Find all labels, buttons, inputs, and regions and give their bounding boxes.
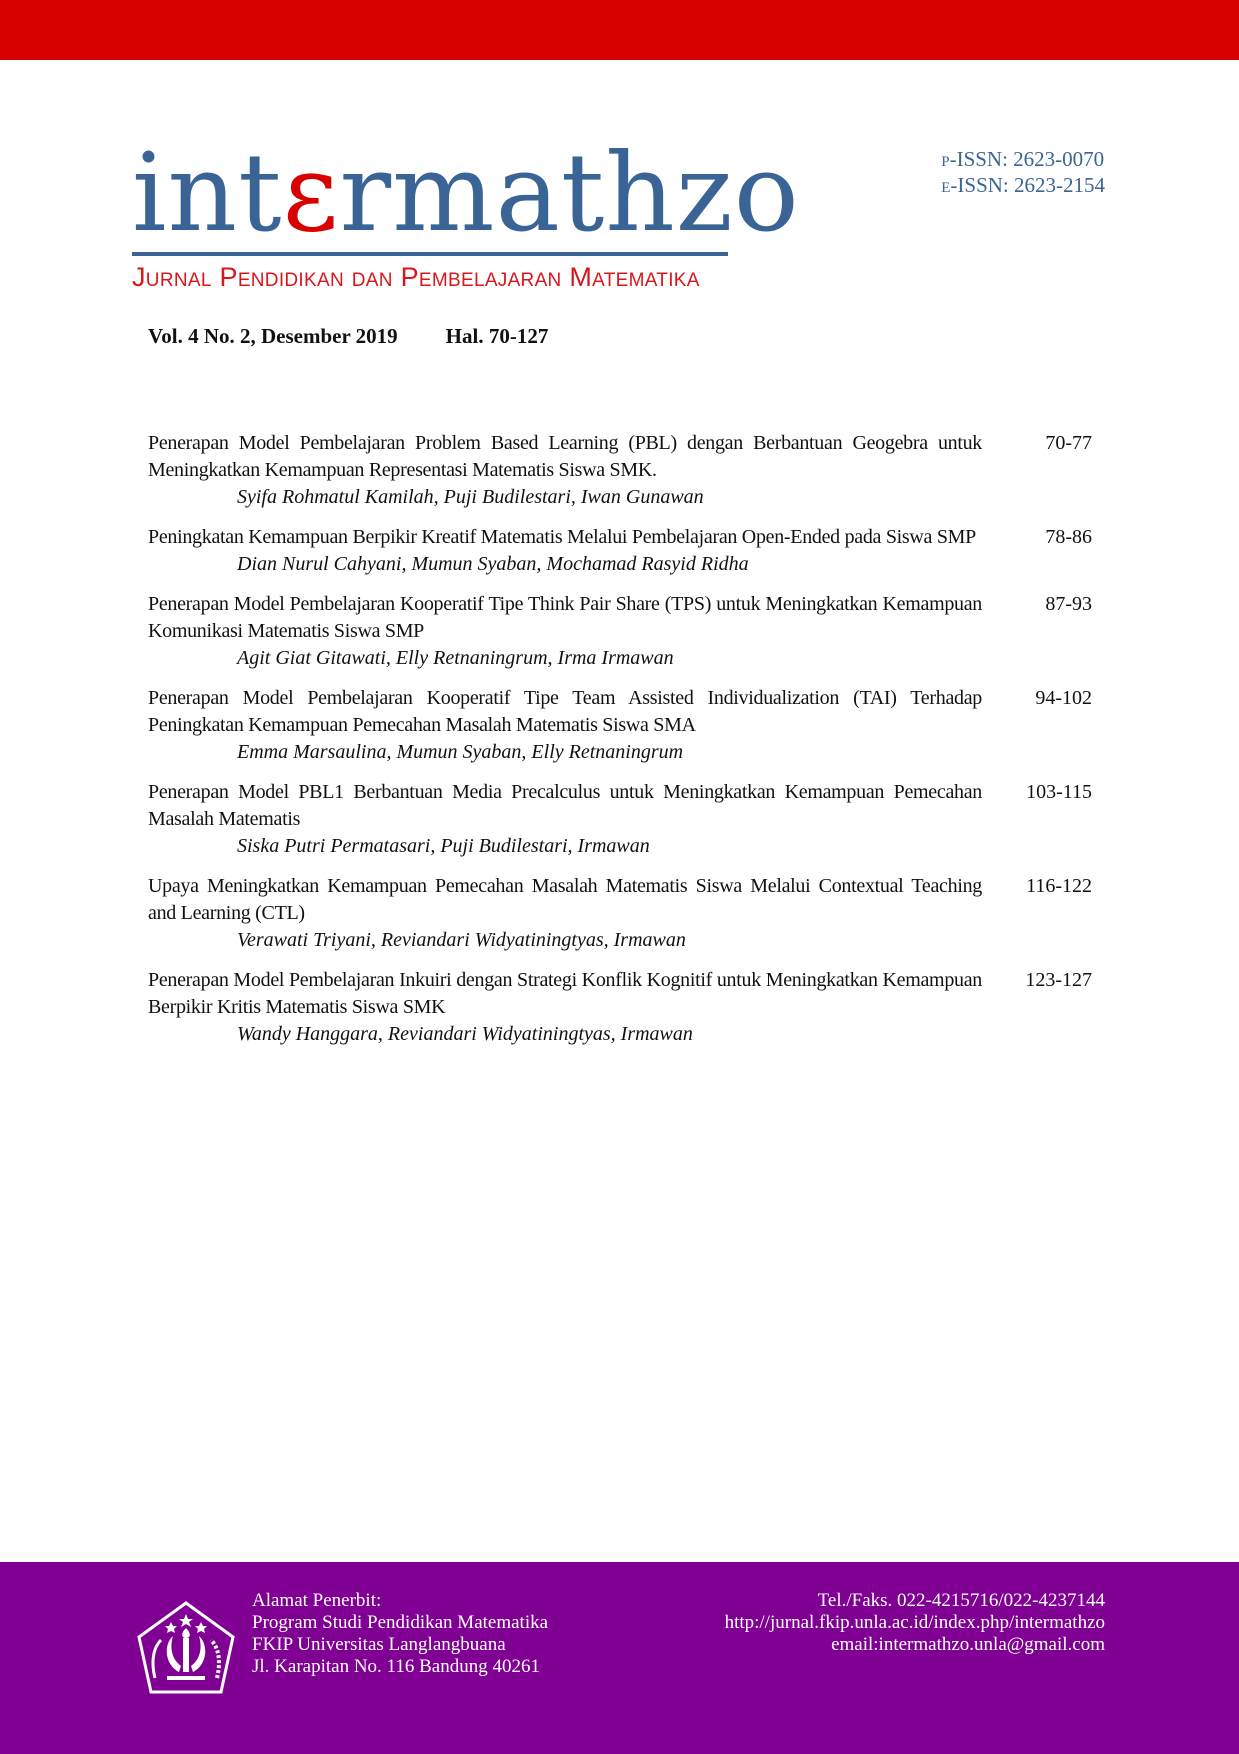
toc-item[interactable] — [148, 591, 1092, 672]
publisher-address — [252, 1590, 548, 1678]
article-title: Penerapan Model Pembelajaran Kooperatif Tipe Team Assisted Individualization (TAI) Terhadap Peningkatan Kemampuan Pemecahan Masalah Matematis Siswa SMA — [148, 687, 982, 736]
issn-block — [941, 146, 1105, 198]
e-issn-prefix: e — [941, 173, 951, 197]
article-title: Peningkatan Kemampuan Berpikir Kreatif Matematis Melalui Pembelajaran Open-Ended pada Siswa SMP — [148, 526, 976, 548]
toc-item[interactable] — [148, 524, 1092, 578]
e-issn-value: -ISSN: 2623-2154 — [950, 173, 1105, 197]
e-issn — [941, 172, 1105, 198]
article-title: Penerapan Model PBL1 Berbantuan Media Precalculus untuk Meningkatkan Kemampuan Pemecahan Masalah Matematis — [148, 781, 982, 830]
article-authors: Wandy Hanggara, Reviandari Widyatiningtyas, Irmawan — [237, 1023, 693, 1045]
contact-phone: Tel./Faks. 022-4215716/022-4237144 — [817, 1590, 1105, 1611]
university-emblem-icon — [135, 1600, 237, 1702]
article-authors: Verawati Triyani, Reviandari Widyatiningtyas, Irmawan — [237, 929, 686, 951]
article-authors: Siska Putri Permatasari, Puji Budilestari, Irmawan — [237, 835, 650, 857]
toc-item[interactable] — [148, 430, 1092, 511]
article-pages: 70-77 — [1045, 432, 1092, 454]
article-pages: 87-93 — [1045, 593, 1092, 615]
article-authors: Agit Giat Gitawati, Elly Retnaningrum, Irma Irmawan — [237, 647, 674, 669]
p-issn-value: -ISSN: 2623-0070 — [949, 147, 1105, 171]
top-red-band — [0, 0, 1239, 60]
article-authors: Emma Marsaulina, Mumun Syaban, Elly Retnaningrum — [237, 741, 684, 763]
toc-item[interactable] — [148, 779, 1092, 860]
address-label: Alamat Penerbit: — [252, 1590, 382, 1611]
article-authors: Dian Nurul Cahyani, Mumun Syaban, Mochamad Rasyid Ridha — [237, 553, 749, 575]
publisher-contact — [725, 1590, 1105, 1656]
toc-item[interactable] — [148, 685, 1092, 766]
article-authors: Syifa Rohmatul Kamilah, Puji Budilestari, Iwan Gunawan — [237, 486, 704, 508]
address-faculty: FKIP Universitas Langlangbuana — [252, 1634, 506, 1655]
article-title: Penerapan Model Pembelajaran Problem Based Learning (PBL) dengan Berbantuan Geogebra untuk Meningkatkan Kemampuan Representasi Matematis Siswa SMK. — [148, 432, 982, 481]
contact-website-link[interactable]: http://jurnal.fkip.unla.ac.id/index.php/intermathzo — [724, 1612, 1105, 1633]
logo-part1: int — [132, 131, 283, 256]
address-program: Program Studi Pendidikan Matematika — [252, 1612, 549, 1633]
article-title: Penerapan Model Pembelajaran Kooperatif Tipe Think Pair Share (TPS) untuk Meningkatkan Kemampuan Komunikasi Matematis Siswa SMP — [148, 593, 982, 642]
toc-item[interactable] — [148, 967, 1092, 1048]
p-issn — [941, 146, 1105, 172]
article-title: Penerapan Model Pembelajaran Inkuiri dengan Strategi Konflik Kognitif untuk Meningkatkan Kemampuan Berpikir Kritis Matematis Siswa SMK — [148, 969, 982, 1018]
article-pages: 123-127 — [1025, 969, 1092, 991]
logo-wordmark — [132, 131, 800, 256]
logo-epsilon: ε — [282, 131, 340, 256]
p-issn-prefix: p — [941, 147, 950, 171]
journal-subtitle: Jurnal Pendidikan dan Pembelajaran Matematika — [132, 262, 700, 292]
article-pages: 116-122 — [1026, 875, 1092, 897]
article-pages: 94-102 — [1035, 687, 1092, 709]
publisher-footer — [0, 1562, 1239, 1754]
contact-email-link[interactable]: email:intermathzo.unla@gmail.com — [831, 1634, 1105, 1655]
page-range: Hal. 70-127 — [445, 324, 549, 348]
logo-part2: rmathzo — [339, 131, 800, 256]
toc-item[interactable] — [148, 873, 1092, 954]
volume-issue: Vol. 4 No. 2, Desember 2019 — [148, 324, 398, 348]
article-pages: 78-86 — [1045, 526, 1092, 548]
volume-info — [148, 324, 548, 349]
journal-logo — [132, 131, 800, 293]
table-of-contents — [148, 430, 1092, 1061]
address-street: Jl. Karapitan No. 116 Bandung 40261 — [252, 1656, 540, 1677]
article-pages: 103-115 — [1026, 781, 1092, 803]
article-title: Upaya Meningkatkan Kemampuan Pemecahan Masalah Matematis Siswa Melalui Contextual Teaching and Learning (CTL) — [148, 875, 982, 924]
